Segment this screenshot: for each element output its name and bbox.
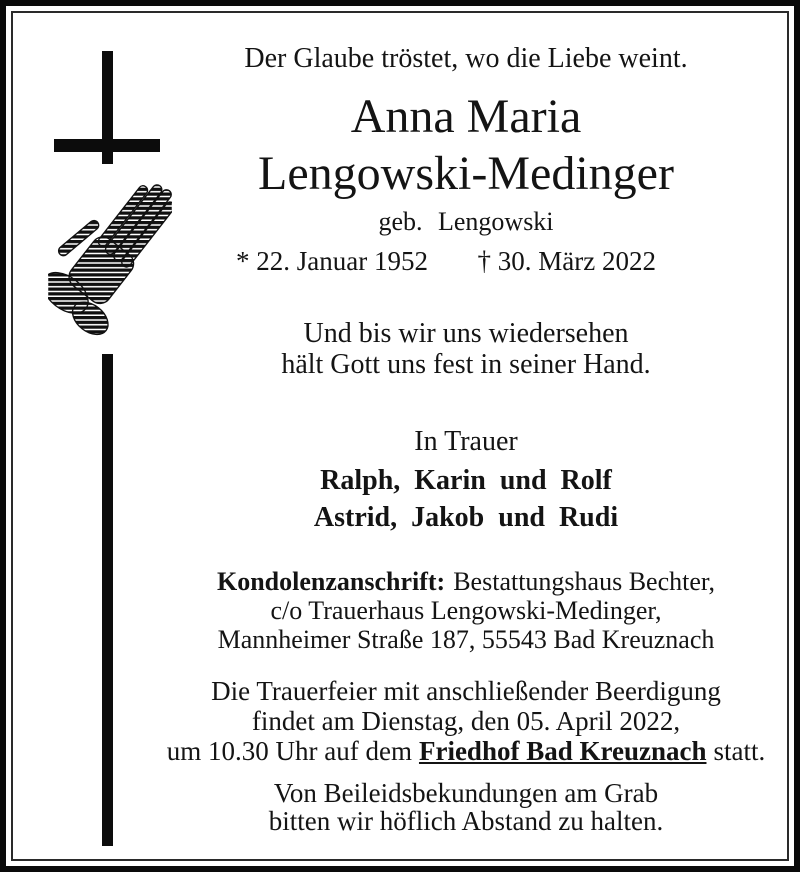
- funeral-line2: findet am Dienstag, den 05. April 2022,: [251, 706, 681, 736]
- deceased-name-line2: Lengowski-Medinger: [258, 147, 674, 200]
- closing-line2: bitten wir höflich Abstand zu halten.: [268, 806, 664, 836]
- condolence-label: Kondolenzanschrift:: [216, 567, 446, 596]
- funeral-line3-post: statt.: [713, 736, 766, 766]
- condolence-line1: [116, 567, 800, 596]
- mourners-line2: Astrid, Jakob und Rudi: [313, 502, 619, 533]
- verse: [116, 318, 800, 380]
- verse-line2: hält Gott uns fest in seiner Hand.: [281, 349, 651, 380]
- condolence-line3: Mannheimer Straße 187, 55543 Bad Kreuznach: [217, 625, 715, 654]
- condolence-address: [116, 567, 800, 654]
- mourning-intro: In Trauer: [414, 426, 518, 457]
- funeral-details: [116, 676, 800, 766]
- mourners-list: [116, 462, 800, 536]
- funeral-line3: [116, 736, 800, 766]
- tagline: Der Glaube tröstet, wo die Liebe weint.: [244, 43, 688, 74]
- maiden-name: geb. Lengowski: [378, 207, 554, 236]
- condolence-line1-rest: Bestattungshaus Bechter,: [453, 567, 716, 596]
- deceased-name-line1: Anna Maria: [350, 90, 582, 143]
- birth-date: * 22. Januar 1952: [236, 246, 428, 276]
- verse-line1: Und bis wir uns wiedersehen: [303, 318, 629, 349]
- funeral-line3-pre: um 10.30 Uhr auf dem: [166, 736, 412, 766]
- funeral-line1: Die Trauerfeier mit anschließender Beerdigung: [211, 676, 721, 706]
- closing-request: [116, 779, 800, 835]
- mourners-line1: Ralph, Karin und Rolf: [320, 465, 612, 496]
- death-date: † 30. März 2022: [477, 246, 656, 276]
- closing-line1: Von Beileidsbekundungen am Grab: [273, 778, 659, 808]
- cemetery-name: Friedhof Bad Kreuznach: [418, 736, 707, 766]
- life-dates: [236, 245, 656, 277]
- condolence-line2: c/o Trauerhaus Lengowski-Medinger,: [270, 596, 662, 625]
